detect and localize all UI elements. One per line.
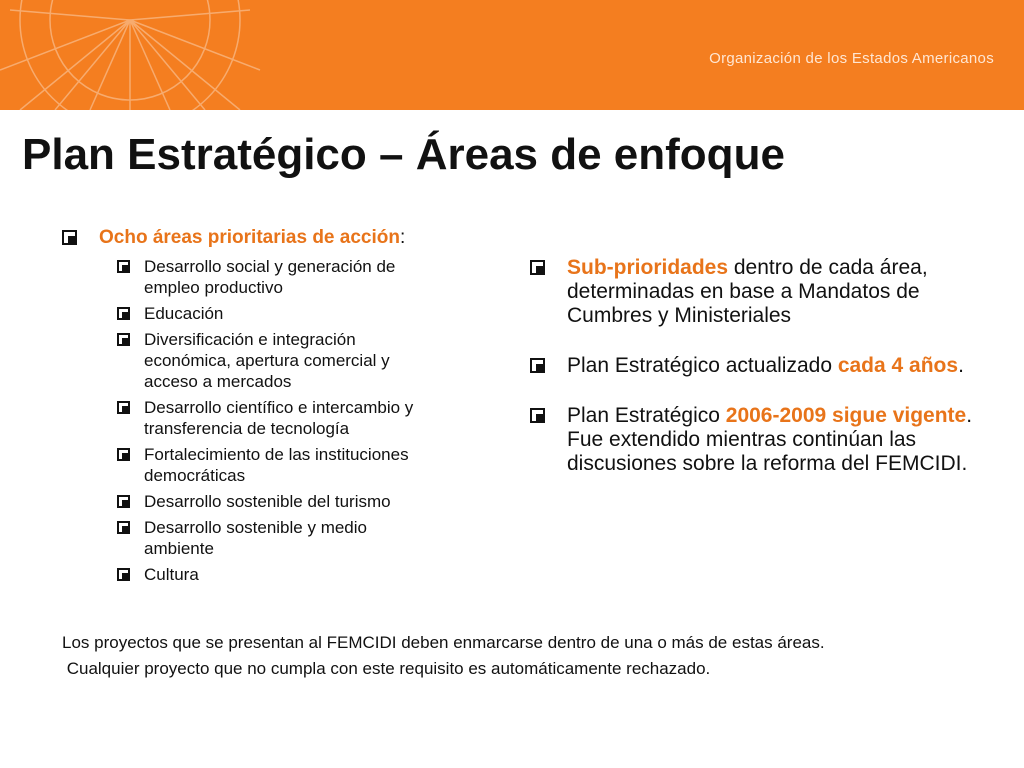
- checkbox-bullet-icon: [117, 521, 130, 534]
- plan-validity-item: [530, 404, 1000, 476]
- priority-areas-list: [117, 256, 502, 585]
- list-item-text: Diversificación e integración económica, apertura comercial y acceso a mercados: [144, 330, 390, 391]
- organization-name: Organización de los Estados Americanos: [709, 50, 994, 67]
- checkbox-bullet-icon: [117, 448, 130, 461]
- list-item: [117, 491, 502, 512]
- list-item-text: Desarrollo científico e intercambio y transferencia de tecnología: [144, 398, 414, 438]
- checkbox-bullet-icon: [530, 408, 545, 423]
- item-pre: Plan Estratégico actualizado: [567, 354, 838, 377]
- header-banner: [0, 0, 1024, 110]
- oas-seal-icon: [0, 0, 270, 110]
- list-item: [117, 329, 502, 392]
- list-item-text: Desarrollo social y generación de empleo productivo: [144, 257, 396, 297]
- list-item: [117, 256, 502, 298]
- item-text: [567, 256, 1000, 328]
- checkbox-bullet-icon: [530, 260, 545, 275]
- heading-accent: Ocho áreas prioritarias de acción: [99, 227, 400, 248]
- footer-line-1: Los proyectos que se presentan al FEMCIDI deben enmarcarse dentro de una o más de estas áreas.: [62, 633, 825, 652]
- list-item: [117, 397, 502, 439]
- item-text: [567, 404, 1000, 476]
- item-rest: dentro de cada área, determinadas en base a Mandatos de Cumbres y Ministeriales: [567, 256, 928, 327]
- footer-note: [62, 630, 1002, 682]
- list-item-text: Desarrollo sostenible y medio ambiente: [144, 518, 367, 558]
- heading-text: [99, 226, 405, 250]
- checkbox-bullet-icon: [62, 230, 77, 245]
- details-column: [530, 256, 1000, 502]
- item-post: .: [958, 354, 964, 377]
- checkbox-bullet-icon: [117, 495, 130, 508]
- page-title: Plan Estratégico – Áreas de enfoque: [22, 130, 785, 179]
- heading-rest: :: [399, 227, 406, 248]
- checkbox-bullet-icon: [117, 307, 130, 320]
- sub-priorities-item: [530, 256, 1000, 328]
- list-item: [117, 444, 502, 486]
- list-item-text: Cultura: [144, 565, 199, 584]
- item-accent: cada 4 años: [837, 354, 959, 377]
- item-post: . Fue extendido mientras continúan las discusiones sobre la reforma del FEMCIDI.: [567, 404, 973, 475]
- checkbox-bullet-icon: [530, 358, 545, 373]
- footer-line-2: Cualquier proyecto que no cumpla con este requisito es automáticamente rechazado.: [62, 659, 711, 678]
- item-accent: Sub-prioridades: [567, 256, 729, 279]
- checkbox-bullet-icon: [117, 333, 130, 346]
- checkbox-bullet-icon: [117, 260, 130, 273]
- item-accent: 2006-2009 sigue vigente: [725, 404, 967, 427]
- list-item: [117, 303, 502, 324]
- priority-areas-column: [62, 226, 502, 590]
- list-item: [117, 564, 502, 585]
- priority-areas-heading: [62, 226, 502, 250]
- plan-update-item: [530, 354, 1000, 378]
- list-item-text: Educación: [144, 304, 224, 323]
- item-text: [567, 354, 964, 378]
- checkbox-bullet-icon: [117, 401, 130, 414]
- list-item-text: Desarrollo sostenible del turismo: [144, 492, 391, 511]
- item-pre: Plan Estratégico: [567, 404, 726, 427]
- checkbox-bullet-icon: [117, 568, 130, 581]
- list-item-text: Fortalecimiento de las instituciones democráticas: [144, 445, 409, 485]
- list-item: [117, 517, 502, 559]
